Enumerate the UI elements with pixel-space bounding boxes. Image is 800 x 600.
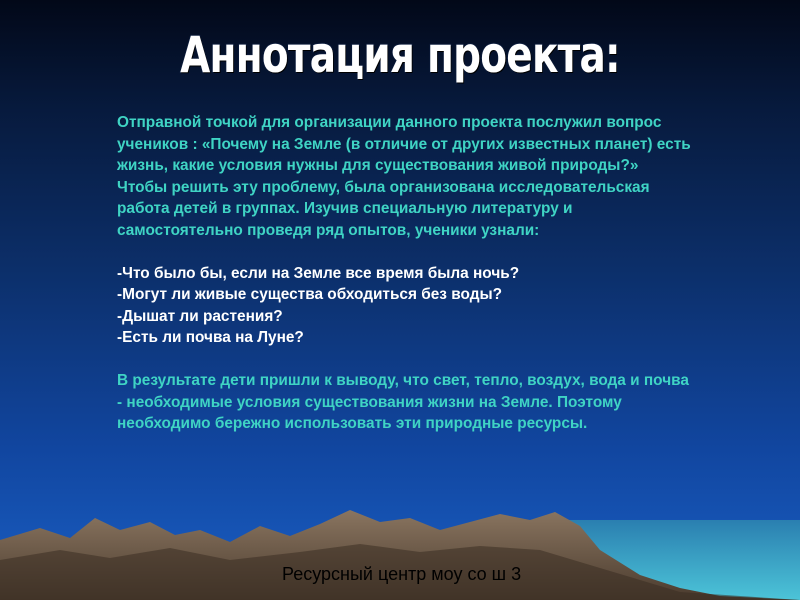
method-paragraph: Чтобы решить эту проблему, была организована исследовательская работа детей в группах. Изучив специальную литературу и самостоятельно проведя ряд опытов, ученики узнали: [117, 178, 650, 239]
question-item: -Могут ли живые существа обходиться без воды? [117, 286, 503, 303]
intro-paragraph: Отправной точкой для организации данного проекта послужил вопрос учеников : «Почему на Земле (в отличие от других известных планет) есть жизнь, какие условия нужны для существования живой природы?» [117, 114, 691, 174]
footer-caption: Ресурсный центр моу со ш 3 [282, 564, 522, 584]
conclusion-paragraph: В результате дети пришли к выводу, что свет, тепло, воздух, вода и почва - необходимые условия существования жизни на Земле. Поэтому необходимо бережно использовать эти природные ресурсы. [117, 372, 689, 432]
spacer [117, 349, 697, 371]
question-item: -Дышат ли растения? [117, 307, 283, 325]
slide-title: Аннотация проекта: [180, 26, 620, 84]
mountain-landscape [0, 500, 800, 600]
spacer [117, 241, 697, 263]
slide-body [117, 112, 697, 435]
question-item: -Что было бы, если на Земле все время была ночь? [117, 264, 520, 282]
question-item: -Есть ли почва на Луне? [117, 329, 304, 346]
